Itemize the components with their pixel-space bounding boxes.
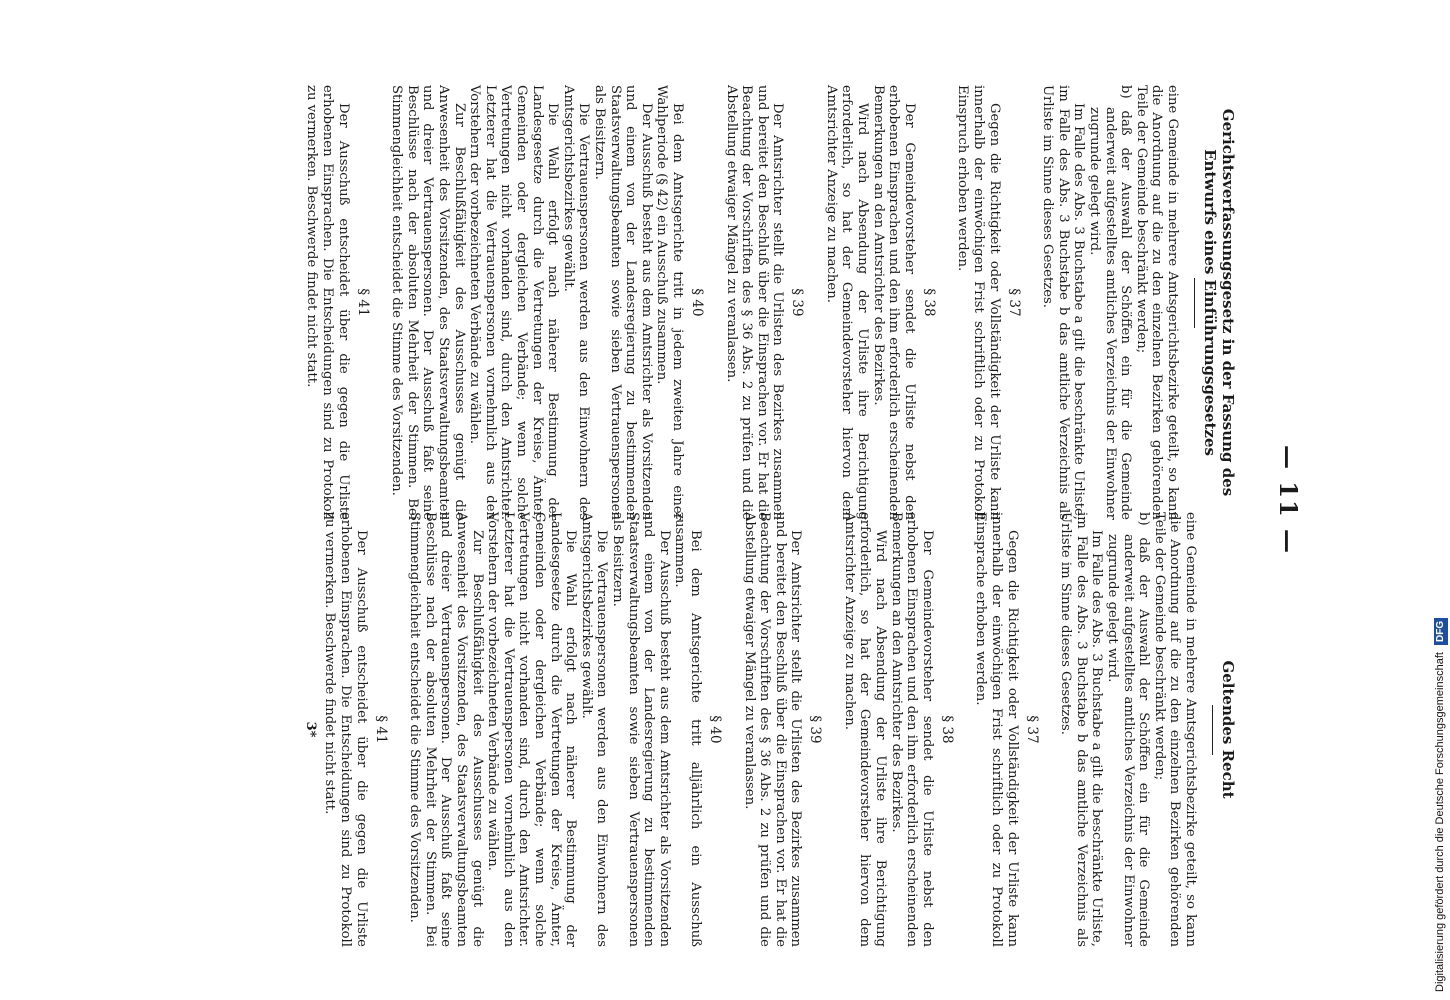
paragraph: Der Amtsrichter stellt die Urlisten des Bezirkes zusammen und bereitet den Beschluß über die Einsprachen vor. Er hat die Beachtung der Vorschriften des § 36 Abs. 2 zu prüfen und die Abstellung etwaiger Mängel zu veranlassen. [723,85,786,520]
paragraph: Der Ausschuß entscheidet über die gegen die Urliste erhobenen Einsprachen. Die Entscheidungen sind zu Protokoll zu vermerken. Beschwerde findet nicht statt. [304,85,351,520]
left-column-heading: Gerichtsverfassungsgesetz in der Fassung des Entwurfs eines Einführungsgesetzes [1201,108,1237,497]
paragraph: eine Gemeinde in mehrere Amtsgerichtsbezirke geteilt, so kann die Anordnung auf die zu den einzelnen Bezirken gehörenden Teile der Gemeinde beschränkt werden; [1151,512,1198,947]
paragraph: Der Gemeindevorsteher sendet die Urliste nebst den erhobenen Einsprachen und den ihm erforderlich erscheinenden Bemerkungen an den Amtsrichter des Bezirkes. [870,85,917,520]
paragraph: eine Gemeinde in mehrere Amtsgerichtsbezirke geteilt, so kann die Anordnung auf die zu den einzelnen Bezirken gehörenden Teile der Gemeinde beschränkt werden; [1133,85,1180,520]
paragraph-item-b: b) daß der Auswahl der Schöffen ein für die Gemeinde anderweit aufgestelltes amtliches Verzeichnis der Einwohner zugrunde gelegt wird. [1087,85,1134,520]
paragraph: Der Ausschuß entscheidet über die gegen die Urliste erhobenen Einsprachen. Die Entscheidungen sind zu Protokoll zu vermerken. Beschwerde findet nicht statt. [322,512,369,947]
section-heading-39: § 39 [789,288,806,317]
paragraph: Der Amtsrichter stellt die Urlisten des Bezirkes zusammen und bereitet den Beschluß über die Einsprachen vor. Er hat die Beachtung der Vorschriften des § 36 Abs. 2 zu prüfen und die Abstellung etwaiger Mängel zu veranlassen. [741,512,804,947]
paragraph-item-b: b) daß der Auswahl der Schöffen ein für die Gemeinde anderweit aufgestelltes amtliches Verzeichnis der Einwohner zugrunde gelegt wird. [1105,512,1152,947]
signature-mark: 3* [302,721,318,738]
paragraph: Die Vertrauenspersonen werden aus den Einwohnern des Amtsgerichtsbezirkes gewählt. [578,512,610,947]
paragraph: Zur Beschlußfähigkeit des Ausschusses genügt die Anwesenheit des Vorsitzenden, des Staatsverwaltungsbeamten und dreier Vertrauenspersonen. Der Ausschuß faßt seine Beschlüsse nach der absoluten Mehrheit der Stimmen. Bei Stimmengleichheit entscheidet die Stimme des Vorsitzenden. [389,85,467,520]
right-column-heading: Geltendes Recht [1219,660,1237,799]
paragraph: Im Falle des Abs. 3 Buchstabe a gilt die beschränkte Urliste, im Falle des Abs. 3 Buchstabe b das amtliche Verzeichnis als Urliste im Sinne dieses Gesetzes. [1040,85,1087,520]
section-heading-39: § 39 [807,715,824,744]
heading-rule [1212,705,1213,755]
section-heading-40: § 40 [688,288,705,317]
dfg-logo: DFG [1434,618,1448,645]
credit-label: Digitalisierung gefördert durch die Deutsche Forschungsgemeinschaft [1434,652,1446,992]
paragraph: Zur Beschlußfähigkeit des Ausschusses genügt die Anwesenheit des Vorsitzenden, des Staatsverwaltungsbeamten und dreier Vertrauenspersonen. Der Ausschuß faßt seine Beschlüsse nach der absoluten Mehrheit der Stimmen. Bei Stimmengleichheit entscheidet die Stimme des Vorsitzenden. [407,512,485,947]
paragraph: Der Ausschuß besteht aus dem Amtsrichter als Vorsitzenden und einem von der Landesregierung zu bestimmenden Staatsverwaltungsbeamten sowie sieben Vertrauenspersonen als Beisitzern. [591,85,654,520]
section-heading-41: § 41 [354,288,371,317]
paragraph: Bei dem Amtsgerichte tritt alljährlich ein Ausschuß zusammen. [672,512,703,947]
paragraph: Der Gemeindevorsteher sendet die Urliste nebst den erhobenen Einsprachen und den ihm erforderlich erscheinenden Bemerkungen an den Amtsrichter des Bezirkes. [888,512,935,947]
section-heading-40: § 40 [706,715,723,744]
digitization-credit-text [1430,8,1450,992]
left-column-draft-law [304,85,1237,520]
page-number: — 11 — [1274,444,1303,556]
section-heading-37: § 37 [1005,288,1022,317]
paragraph: Gegen die Richtigkeit oder Vollständigkeit der Urliste kann innerhalb der einwöchigen Frist schriftlich oder zu Protokoll Einspruch erhoben werden. [955,85,1002,520]
paragraph: Gegen die Richtigkeit oder Vollständigkeit der Urliste kann innerhalb der einwöchigen Frist schriftlich oder zu Protokoll Einsprache erhoben werden. [973,512,1020,947]
section-heading-38: § 38 [938,715,955,744]
paragraph: Im Falle des Abs. 3 Buchstabe a gilt die beschränkte Urliste, im Falle des Abs. 3 Buchstabe b das amtliche Verzeichnis als Urliste im Sinne dieses Gesetzes. [1058,512,1105,947]
paragraph: Die Wahl erfolgt nach näherer Bestimmung der Landesgesetze durch die Vertretungen der Kreise, Ämter, Gemeinden oder dergleichen Verbände; wenn solche Vertretungen nicht vorhanden sind, durch den Amtsrichter. Letzterer hat die Vertrauenspersonen vornehmlich aus den Vorstehern der vorbezeichneten Verbände zu wählen. [485,512,579,947]
paragraph: Wird nach Absendung der Urliste ihre Berichtigung erforderlich, so hat der Gemeindevorsteher hiervon dem Amtsrichter Anzeige zu machen. [823,85,871,520]
digitization-credit [1410,8,1446,992]
paragraph: Der Ausschuß besteht aus dem Amtsrichter als Vorsitzenden und einem von der Landesregierung zu bestimmenden Staatsverwaltungsbeamten sowie sieben Vertrauenspersonen als Beisitzern. [609,512,672,947]
rotated-document-sheet [55,0,1315,1000]
right-column-current-law [303,512,1237,947]
section-heading-37: § 37 [1023,715,1040,744]
section-heading-38: § 38 [920,288,937,317]
paragraph: Die Vertrauenspersonen werden aus den Einwohnern des Amtsgerichtsbezirkes gewählt. [560,85,592,520]
section-heading-41: § 41 [372,715,389,744]
paragraph: Die Wahl erfolgt nach näherer Bestimmung der Landesgesetze durch die Vertretungen der Kreise, Ämter, Gemeinden oder dergleichen Verbände; wenn solche Vertretungen nicht vorhanden sind, durch den Amtsrichter. Letzterer hat die Vertrauenspersonen vornehmlich aus den Vorstehern der vorbezeichneten Verbände zu wählen. [467,85,561,520]
paragraph: Bei dem Amtsgerichte tritt in jedem zweiten Jahre einer Wahlperiode (§ 42) ein Ausschuß zusammen. [654,85,685,520]
paragraph: Wird nach Absendung der Urliste ihre Berichtigung erforderlich, so hat der Gemeindevorsteher hiervon dem Amtsrichter Anzeige zu machen. [841,512,889,947]
heading-rule [1194,278,1195,328]
